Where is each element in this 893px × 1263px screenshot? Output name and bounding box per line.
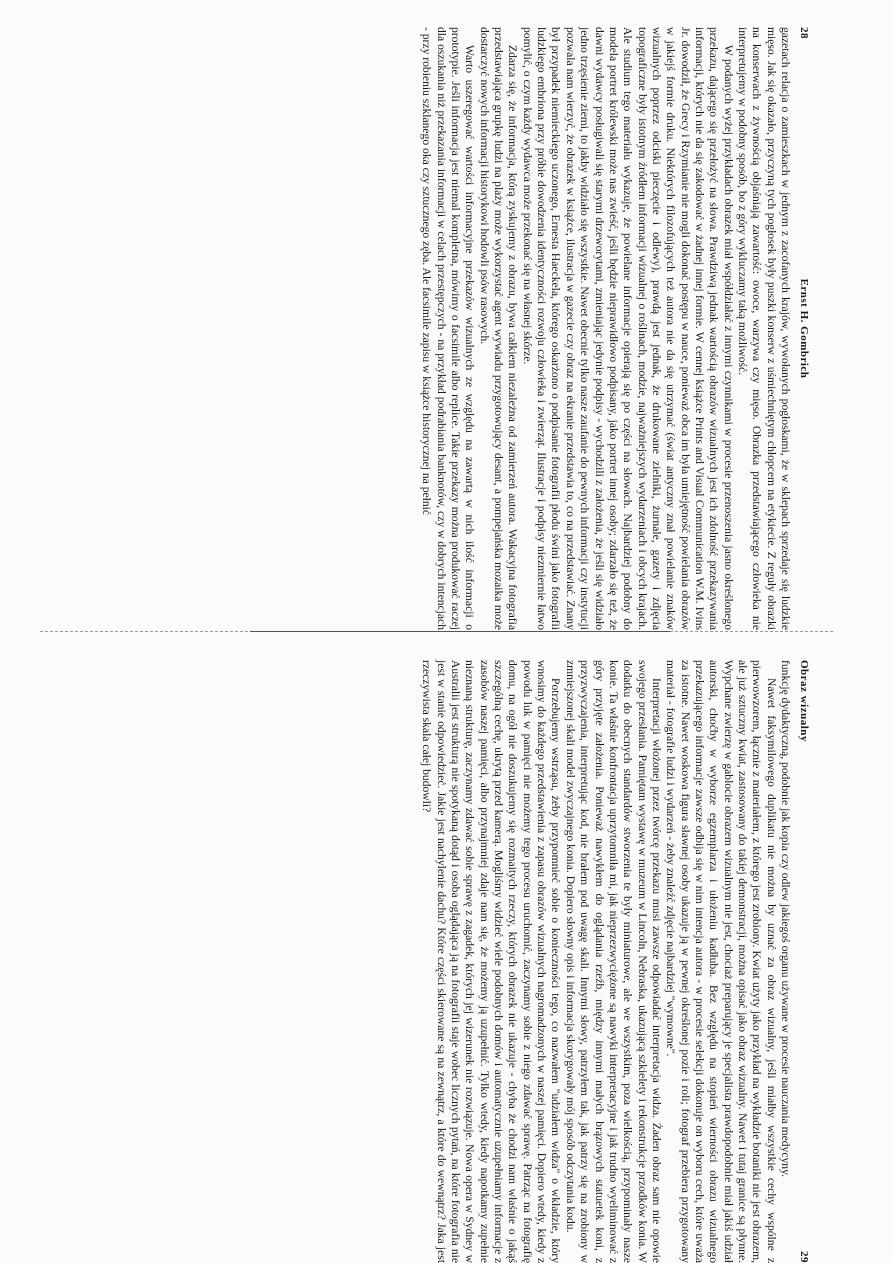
paragraph: gazetach relacja o zamieszkach w jednym z zacofanych krajów, wywołanych pogłoskami, że w sklepach sprzedaje się ludzkie mięso. Jak się okazało, przyczyną tych pogłosek były puszki konserw z uśmiechniętym chłopcem na etykiecie. Z reguły obrazki na konserwach z żywnością objaśniają zawartość: owoce, warzywa czy mięso. Obrazka przedstawiającego człowieka nie interpretujemy w podobny sposób, bo z góry wykluczamy taką możliwość. [735, 27, 792, 630]
running-head-left [792, 27, 810, 630]
left-page [65, 27, 810, 630]
page-number-29: 29 [798, 1251, 810, 1263]
page-fold-line [250, 631, 670, 632]
paragraph: Zdarza się, że informacja, którą zyskujemy z obrazu, bywa całkiem niezależna od zamierzeń autora. Wakacyjna fotografia przedstawiająca grupkę ludzi na plaży może wykorzystać agent wywiadu przygotowujący desant, a pompejańska mozaika może dostarczyć nowych informacji historykowi hodowli psów rasowych. [477, 27, 520, 630]
paragraph: Interpretacji włożonej przez twórcę przekazu musi zawsze odpowiadać interpretacja widza. Żaden obraz sam nie opowie swojego przesłania. Pamiętam wystawę w muzeum w Lincoln, Nebraska, ukazującą szkielety i rekonstrukcje przodków konia. W dodatku do obecnych standardów stworzenia te były miniaturowe, ale we wszystkim, poza wielkością, przypominały nasze konie. Ta właśnie konfrontacja uprzytomniła mi, jak nieprzezwyciężone są nawyki interpretacyjne i jak trudno wyeliminować z góry przyjęte założenia. Ponieważ nawykłem do oglądania rzeźb, między innymi małych brązowych statuetek koni, z przyzwyczajenia, interpretując kod, nie brałem pod uwagę skali. Innymi słowy, patrzyłem tak, jak patrzy się na zrobiony w zmniejszonej skali model zwyczajnego konia. Dopiero słowny opis i informacja skorygowały mój sposób odczytania kodu. [563, 660, 663, 1263]
paragraph: Potrzebujemy wstrząsu, żeby przypomnieć sobie o konieczności tego, co nazwałem "udziałem widza" o wkładzie, który wnosimy do każdego przedstawienia z zapasu obrazów wizualnych nagromadzonych w naszej pamięci. Dopiero wtedy, kiedy z powodu luk w pamięci nie możemy tego procesu uruchomić, zaczynamy sobie z niego zdawać sprawę. Patrząc na fotografię domu, na ogół nie doszukujemy się rozmaitych rzeczy, których obrazek nie ukazuje - chyba że chodzi nam właśnie o jakąś szczególną cechę, ukrytą przed kamerą. Mogliśmy widzieć wiele podobnych domów i automatycznie uzupełniamy informacje z zasobów naszej pamięci, albo przynajmniej zdaje nam się, że możemy ją uzupełnić. Tylko wtedy, kiedy napotkamy zupełnie nieznaną strukturę, zaczynamy zdawać sobie sprawę z zagadek, których jej wizerunek nie rozwiązuje. Nowa opera w Sydney w Australii jest strukturą nie spotykaną dotąd i osoba oglądająca ją na fotografii staje wobec licznych pytań, na które fotografia nie jest w stanie odpowiedzieć. Jakie jest nachylenie dachu? Które części skierowane są na zewnątrz, a które do wewnątrz? Jaka jest rzeczywista skala całej budowli? [420, 660, 563, 1263]
running-head-author: Ernst H. Gombrich [798, 278, 810, 379]
running-head-title: Obraz wizualny [798, 660, 810, 742]
running-head-right [792, 660, 810, 1263]
paragraph: Warto uszeregować wartości informacyjne przekazów wizualnych ze względu na zawartą w nich ilość informacji o prototypie. Jeśli informacja jest niemal kompletna, mówimy o facsimile albo replice. Takie przekazy można produkować raczej dla oszukania niż przekazania informacji w celach przestępczych - na przykład podrabiania banknotów, czy w dobrych intencjach - przy robieniu szklanego oka czy sztucznego zęba. Ale facsimile zapisu w książce historycznej na pełnić [420, 27, 477, 630]
paragraph: funkcję dydaktyczną, podobnie jak kopia czy odlew jakiegoś organu używane w procesie nauczania medycyny. [779, 660, 792, 1178]
page-number-28: 28 [798, 27, 810, 39]
right-page [65, 660, 810, 1263]
left-page-body [419, 27, 792, 630]
paragraph: W podanych wyżej przykładach obrazek miał współdziałać z innymi czynnikami w procesie przenoszenia jasno określonego przekazu, dającego się przełożyć na słowa. Prawdziwą jednak wartością obrazów wizualnych jest ich zdolność przekazywania informacji, których nie da się zakodować w żadnej innej formie. W cennej książce Prints and Visual Communication W.M. Ivins Jr. dowodził, że Grecy i Rzymianie nie mogli dokonać postępu w nauce, ponieważ obca im była umiejętność powielania obrazów w jakiejś formie druku. Niektórych filozofujących też autora nie da się utrzymać (świat antyczny znał powielanie znaków wizualnych poprzez odciski pieczęcie i odlewy), prawdą jest jednak, że drukowane zielniki, żurnale, gazety i zdjęcia topograficzne były istotnym źródłem informacji wizualnej o roślinach, modzie, najważniejszych wydarzeniach i obcych krajach. Ale studium tego materiału wykazuje, że powielane informacje opierają się po części na słowach. Najbardziej podobny do modela portret królewski może nas zwieść, jeśli będzie nieprawidłowo podpisany, jako portret innej osoby; zdarzało się też, że dawni wydawcy posługiwali się starymi drzeworytami, zmieniając jedynie podpisy - wychodzili z założenia, że jeśli się widziało jedno trzęsienie ziemi, to jakby widziało się wszystkie. Nawet obecnie tylko nasze zaufanie do pewnych informacji czy instytucji pozwala nam wierzyć, że obrazek w książce, ilustracja w gazecie czy obraz na ekranie przedstawia to, co na przedstawiać. Znany był przypadek niemieckiego uczonego, Ernesta Haeckela, którego oskarżono o podpisanie fotografii płodu świni jako fotografii ludzkiego embriona przy próbie dowodzenia identyczności rozwoju człowieka i zwierząt. Ilustracje i podpisy niezmiernie łatwo pomylić, o czym każdy wydawca może przekonać się na własnej skórze. [520, 27, 735, 630]
right-page-body [419, 660, 792, 1263]
paragraph: Nawet faksymilowego duplikatu nie można by uznać za obraz wizualny, jeśli miałby wszystkie cechy wspólne z pierwowzorem, łącznie z materiałem, z którego jest zrobiony. Kwiat użyty jako przykład na wykładzie botaniki nie jest obrazem, ale już sztuczny kwiat, zastosowany do takiej demonstracji, można opisać jako obraz wizualny. Nawet i tutaj granice są płynne. Wypchane zwierzę w gablocie obrazem wizualnym nie jest, chociaż preparujący je specjalista prawdopodobnie miał jakiś udział autorski, choćby w wyborze egzemplarza i ułożeniu kadłuba. Bez względu na stopień wierności obrazu wizualnego przekazującego informacje zawsze odbija się w nim intencja autora - w procesie selekcji dokonuje on wyboru cech, które uważa za istotne. Nawet woskowa figura sławnej osoby ukazuje ją w pewnej określonej pozie i roli; fotograf przebiera przygotowany materiał - fotografie ludzi i wydarzeń - żeby znaleźć zdjęcie najbardziej "wymowne". [664, 660, 778, 1263]
